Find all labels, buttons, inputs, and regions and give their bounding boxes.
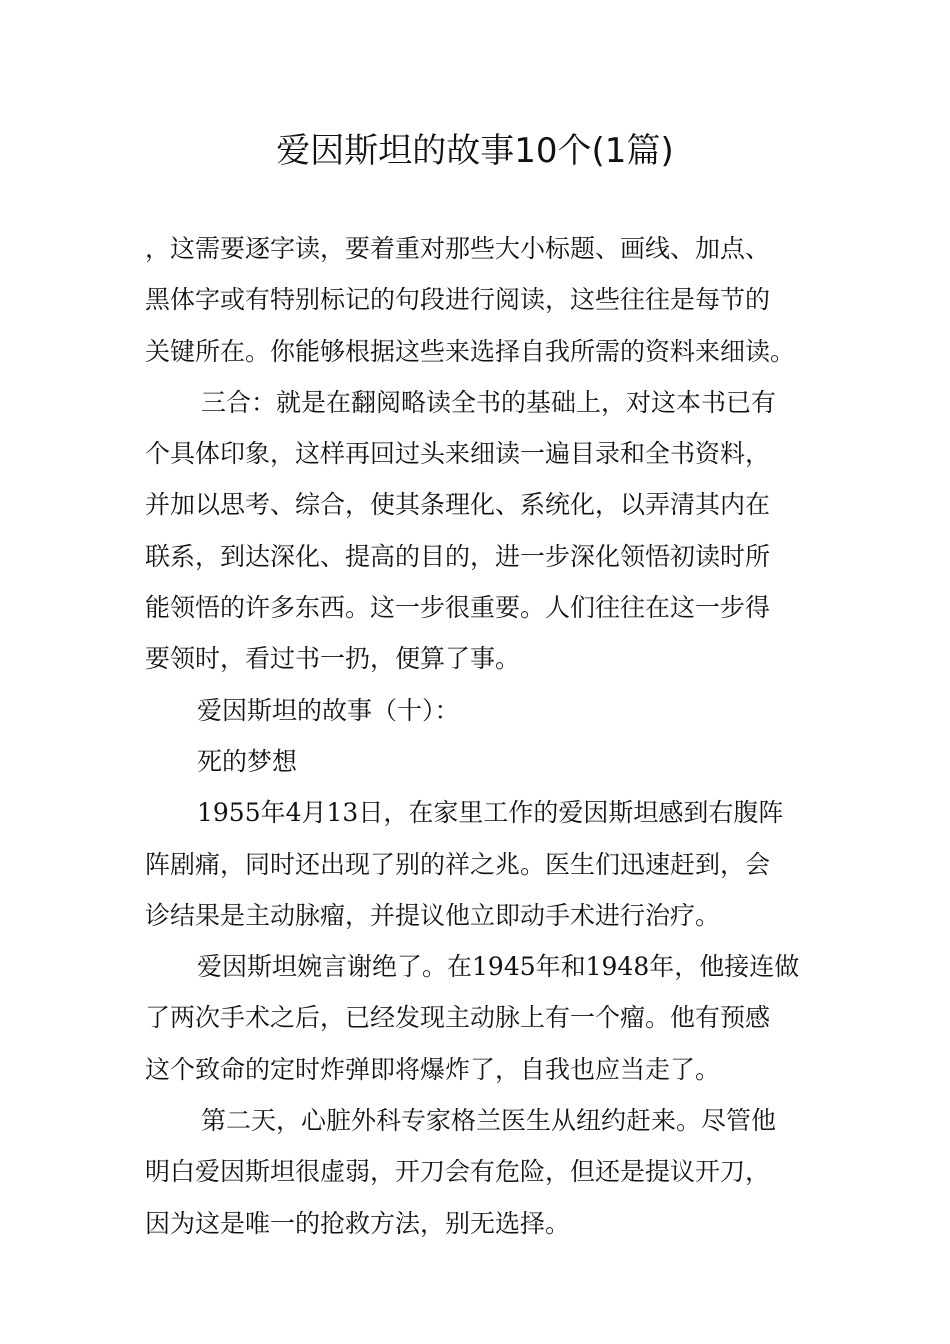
- text-line: 1955年4月13日，在家里工作的爱因斯坦感到右腹阵: [197, 798, 784, 828]
- text-line: 明白爱因斯坦很虚弱，开刀会有危险，但还是提议开刀，: [145, 1157, 771, 1187]
- text-line: 要领时，看过书一扔，便算了事。: [145, 644, 521, 674]
- text-line: 能领悟的许多东西。这一步很重要。人们往往在这一步得: [145, 593, 771, 623]
- text-line: 第二天，心脏外科专家格兰医生从纽约赶来。尽管他: [201, 1106, 777, 1136]
- text-line: ，这需要逐字读，要着重对那些大小标题、画线、加点、: [145, 234, 771, 263]
- text-line: 诊结果是主动脉瘤，并提议他立即动手术进行治疗。: [145, 900, 721, 930]
- text-line: 并加以思考、综合，使其条理化、系统化，以弄清其内在: [145, 490, 771, 520]
- text-line: 联系，到达深化、提高的目的，进一步深化领悟初读时所: [145, 541, 771, 571]
- section-subheading: 死的梦想: [197, 746, 298, 776]
- document-title: 爱因斯坦的故事10个(1篇): [276, 131, 674, 171]
- text-line: 了两次手术之后，已经发现主动脉上有一个瘤。他有预感: [145, 1003, 771, 1033]
- text-line: 黑体字或有特别标记的句段进行阅读，这些往往是每节的: [145, 285, 771, 315]
- text-line: 个具体印象，这样再回过头来细读一遍目录和全书资料，: [145, 439, 771, 469]
- text-line: 关键所在。你能够根据这些来选择自我所需的资料来细读。: [145, 336, 796, 366]
- document-body: [145, 223, 805, 1249]
- text-line: 爱因斯坦婉言谢绝了。在1945年和1948年，他接连做: [197, 952, 800, 982]
- text-line: 阵剧痛，同时还出现了别的祥之兆。医生们迅速赶到，会: [145, 849, 771, 879]
- text-line: 因为这是唯一的抢救方法，别无选择。: [145, 1208, 571, 1238]
- text-line: 三合：就是在翻阅略读全书的基础上，对这本书已有: [201, 387, 777, 417]
- text-line: 这个致命的定时炸弹即将爆炸了，自我也应当走了。: [145, 1054, 721, 1084]
- section-heading: 爱因斯坦的故事（十）：: [197, 695, 460, 725]
